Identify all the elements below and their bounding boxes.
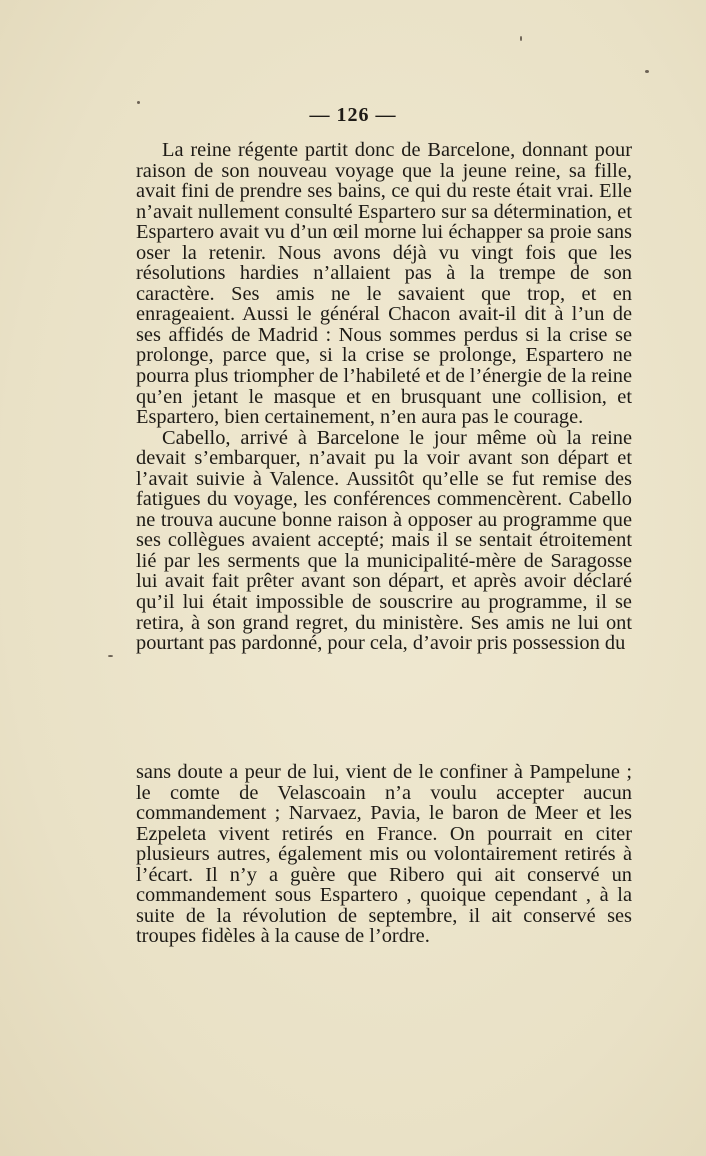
page-number: — 126 — [309, 104, 397, 126]
paper-speck [645, 70, 649, 73]
paragraph: Cabello, arrivé à Barcelone le jour même où la reine devait s’embarquer, n’avait pu la voir avant son départ et l’avait suivie à Valence. Aussitôt qu’elle se fut remise des fatigues du voyage, les conférences commencèrent. Cabello ne trouva aucune bonne raison à opposer au programme que ses collègues avaient accepté; mais il se sentait étroitement lié par les serments que la municipalité-mère de Saragosse lui avait fait prêter avant son départ, et après avoir déclaré qu’il lui était impossible de souscrire au programme, il se retira, à son grand regret, du ministère. Ses amis ne lui ont pourtant pas pardonné, pour cela, d’avoir pris possession du [136, 426, 632, 655]
paper-speck [520, 36, 522, 41]
paper-speck [137, 101, 140, 104]
text-block-upper [136, 140, 632, 654]
paragraph: sans doute a peur de lui, vient de le confiner à Pampelune ; le comte de Velascoain n’a voulu accepter aucun commandement ; Narvaez, Pavia, le baron de Meer et les Ezpeleta vivent retirés en France. On pourrait en citer plusieurs autres, également mis ou volontairement retirés à l’écart. Il n’y a guère que Ribero qui ait conservé un commandement sous Espartero , quoique cependant , à la suite de la révolution de septembre, il ait conservé ses troupes fidèles à la cause de l’ordre. [136, 761, 632, 948]
paragraph: La reine régente partit donc de Barcelone, donnant pour raison de son nouveau voyage que la jeune reine, sa fille, avait fini de prendre ses bains, ce qui du reste était vrai. Elle n’avait nullement consulté Espartero sur sa détermination, et Espartero avait vu d’un œil morne lui échapper sa proie sans oser la retenir. Nous avons déjà vu vingt fois que les résolutions hardies n’allaient pas à la trempe de son caractère. Ses amis ne le savaient que trop, et en enrageaient. Aussi le général Chacon avait-il dit à l’un de ses affidés de Madrid : Nous sommes perdus si la crise se prolonge, parce que, si la crise se prolonge, Espartero ne pourra plus triompher de l’habileté et de l’énergie de la reine qu’en jetant le masque et en brusquant une collision, et Espartero, bien certainement, n’en aura pas le courage. [136, 139, 632, 429]
paper-speck [108, 655, 113, 657]
text-block-lower [136, 762, 632, 947]
